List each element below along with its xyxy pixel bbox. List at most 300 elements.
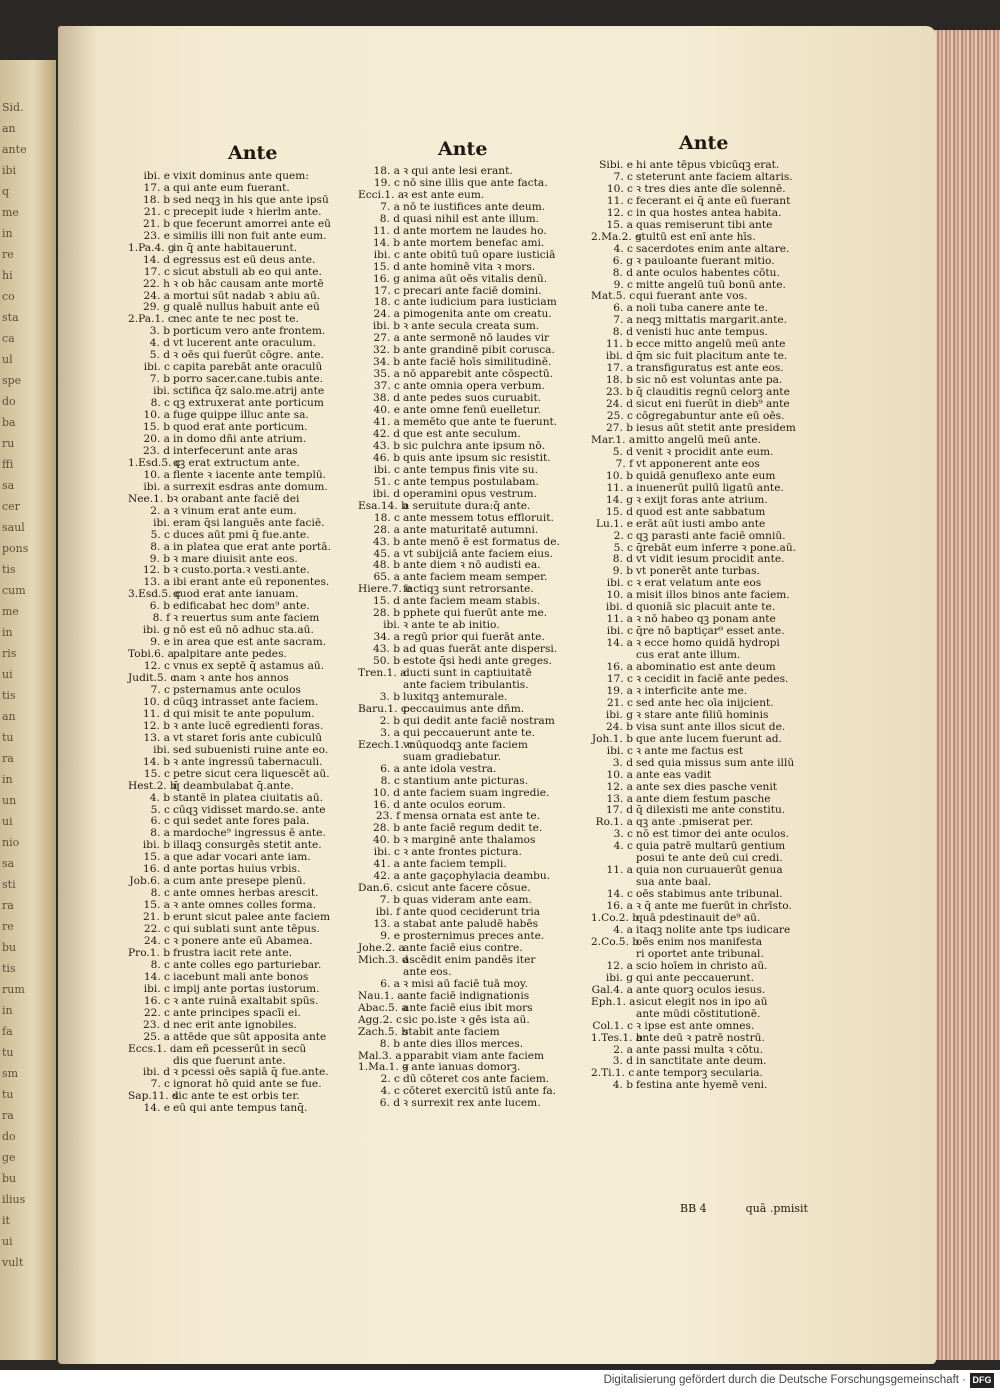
entry-reference: 8. d <box>612 326 633 339</box>
left-page-fragment: ui <box>2 1235 13 1248</box>
entry-reference: 22. h <box>142 277 170 290</box>
entry-reference: 51. c <box>373 475 400 488</box>
entry-text: noli tuba canere ante te. <box>636 302 768 315</box>
concordance-entry <box>128 721 331 733</box>
entry-text: petre sicut cera liquescēt aū. <box>173 767 330 780</box>
entry-reference: Joh.1. b <box>591 732 633 745</box>
entry-reference: Zach.5. b <box>358 1025 409 1038</box>
entry-reference: 15. d <box>373 260 400 273</box>
entry-reference: Lu.1. e <box>596 517 633 530</box>
entry-text: quis ante ipsum sic resistit. <box>403 451 551 464</box>
entry-reference: 14. e <box>143 1102 170 1115</box>
entry-text: in sanctitate ante deum. <box>636 1055 767 1068</box>
entry-reference: 9. e <box>380 930 400 942</box>
concordance-entry <box>591 746 796 758</box>
entry-text: surrexit esdras ante domum. <box>173 480 328 493</box>
entry-reference: Esa.14. b <box>358 499 408 512</box>
concordance-entry <box>591 1021 796 1033</box>
concordance-entry <box>128 470 331 482</box>
entry-text: peccauimus ante dñm. <box>403 702 525 715</box>
entry-text: precari ante faciē domini. <box>403 284 542 297</box>
entry-reference: ibi. d <box>372 487 400 500</box>
entry-text: cum ante presepe plenū. <box>173 875 306 888</box>
entry-reference: Ecci.1. a <box>358 188 405 201</box>
entry-reference: ibi. c <box>606 744 633 757</box>
entry-reference: ibi. c <box>373 248 400 261</box>
entry-text: ante idola vestra. <box>403 762 497 775</box>
concordance-entry <box>591 459 796 471</box>
entry-reference: 1.Co.2. b <box>591 912 640 925</box>
left-page-fragment: cer <box>2 500 20 513</box>
entry-text: qꝫ extruxerat ante porticum <box>173 397 324 410</box>
left-page-fragment: sti <box>2 878 16 891</box>
entry-text: ante obitū tuū opare iusticiā <box>403 248 556 261</box>
entry-reference: 15. a <box>606 218 633 231</box>
entry-reference: 29. g <box>143 301 170 314</box>
entry-text: ꝛ marginē ante thalamos <box>403 834 536 847</box>
concordance-entry <box>128 518 331 530</box>
left-page-fragment: ante <box>2 143 27 156</box>
entry-reference: 6. a <box>380 762 400 775</box>
entry-reference: 12. c <box>143 660 170 673</box>
left-page-fragment: co <box>2 290 15 303</box>
entry-reference: 14. b <box>143 755 170 768</box>
concordance-entry <box>358 955 560 967</box>
entry-reference: 19. a <box>606 684 633 697</box>
concordance-entry <box>591 722 796 734</box>
left-page-fragment: re <box>2 248 14 261</box>
entry-reference: 24. d <box>606 398 633 411</box>
entry-text: sed quia missus sum ante illū <box>636 756 795 769</box>
entry-text: qui misit te ante populum. <box>173 707 315 720</box>
entry-reference: Col.1. c <box>592 1019 633 1032</box>
entry-reference: 12. a <box>606 959 633 972</box>
entry-reference: ibi. d <box>142 1066 170 1079</box>
concordance-entry <box>358 991 560 1003</box>
entry-reference: 28. b <box>373 607 400 620</box>
entry-reference: Agg.2. c <box>358 1013 402 1026</box>
entry-reference: 21. b <box>143 217 170 230</box>
entry-reference: 27. b <box>606 421 633 434</box>
footer-bar <box>0 1370 1000 1392</box>
entry-reference: Mar.1. a <box>591 433 636 446</box>
entry-text: ante oculos eorum. <box>403 798 506 811</box>
entry-text: dis que fuerunt ante. <box>173 1054 286 1067</box>
left-page-fragment: in <box>2 1004 13 1017</box>
entry-text: suam gradiebatur. <box>403 750 502 763</box>
entry-reference: 3. b <box>149 325 170 338</box>
column-1-headword: Ante <box>228 142 278 164</box>
concordance-entry <box>128 243 331 255</box>
concordance-entry <box>591 770 796 782</box>
entry-text: ꝛ ante ianuas domorꝫ. <box>403 1061 521 1074</box>
entry-text: oēs enim nos manifesta <box>636 935 763 948</box>
entry-text: ante maturitatē autumni. <box>403 523 539 536</box>
entry-reference: 48. b <box>373 559 400 572</box>
entry-text: posui te ante deū cui credi. <box>636 852 783 865</box>
entry-text: eū qui ante tempus tanq̄. <box>173 1102 308 1115</box>
entry-text: illaqꝫ consurgēs stetit ante. <box>173 839 322 852</box>
concordance-entry <box>128 267 331 279</box>
concordance-entry <box>358 776 560 788</box>
catchword: quā .pmisit <box>745 1202 808 1215</box>
concordance-entry <box>358 250 560 262</box>
concordance-entry <box>358 740 560 752</box>
entry-reference: Eccs.1. c <box>128 1042 176 1055</box>
entry-text: que est ante seculum. <box>403 427 521 440</box>
entry-text: palpitare ante pedes. <box>173 648 287 661</box>
entry-reference: 3. a <box>380 726 400 739</box>
entry-reference: 1.Esd.5. c <box>128 456 181 469</box>
entry-reference: 9. e <box>150 636 170 649</box>
entry-reference: 16. c <box>143 994 170 1007</box>
entry-text: pphete qui fuerūt ante me. <box>403 607 548 620</box>
entry-reference: 8. c <box>150 958 170 971</box>
entry-text: ꝛ exijt foras ante atrium. <box>636 493 768 506</box>
entry-reference: Judit.5. c <box>128 672 177 685</box>
entry-reference: ibi. <box>153 743 170 756</box>
left-page-fragment: in <box>2 773 13 786</box>
entry-text: memēto que ante te fuerunt. <box>403 416 558 429</box>
concordance-entry <box>128 506 331 518</box>
entry-reference: Abac.5. a <box>358 1001 408 1014</box>
entry-text: qui peccauerunt ante te. <box>403 726 535 739</box>
entry-text: oēs stabimus ante tribunal. <box>636 888 783 901</box>
entry-text: vt vidit iesum procidit ante. <box>636 553 785 566</box>
entry-reference: 9. b <box>612 565 633 578</box>
entry-reference: 4. c <box>613 840 633 853</box>
entry-reference: 7. b <box>379 894 400 907</box>
entry-reference: 18. c <box>373 511 400 524</box>
concordance-entry <box>128 482 331 494</box>
entry-reference: Johe.2. a <box>358 941 405 954</box>
entry-reference: ibi. d <box>605 350 633 363</box>
entry-reference: 42. d <box>373 427 400 440</box>
entry-reference: 34. b <box>373 356 400 369</box>
entry-text: ante hominē vita ꝛ mors. <box>403 260 536 273</box>
entry-reference: 14. c <box>606 888 633 901</box>
entry-text: ꝛ qui ante lesi erant. <box>403 165 513 177</box>
entry-reference: 42. a <box>373 870 400 883</box>
entry-reference: 14. c <box>143 970 170 983</box>
entry-text: quia patrē multarū gentium <box>636 840 786 853</box>
left-page-fragment: nio <box>2 836 20 849</box>
entry-reference: 2.Co.5. b <box>591 935 640 948</box>
entry-text: qui dedit ante faciē nostram <box>403 714 555 727</box>
entry-reference: 4. b <box>612 1079 633 1092</box>
entry-text: ꝛ ipse est ante omnes. <box>636 1019 755 1032</box>
entry-reference: 18. c <box>373 296 400 309</box>
entry-reference: 16. a <box>606 661 633 674</box>
entry-reference: 21. c <box>143 205 170 218</box>
entry-text: in domo dñi ante atrium. <box>173 432 307 445</box>
entry-text: precepit iude ꝛ hierlm ante. <box>173 205 322 218</box>
entry-reference: 11. a <box>606 613 633 626</box>
entry-reference: 22. c <box>143 1006 170 1019</box>
entry-reference: Sap.11. d <box>128 1090 179 1103</box>
entry-reference: 8. b <box>379 1037 400 1050</box>
entry-reference: Ezech.1. c <box>358 738 414 751</box>
entry-text: sctifica q̄z salo.me.atrij ante <box>173 385 325 398</box>
entry-text: quod erat ante ianuam. <box>173 588 299 601</box>
concordance-entry <box>358 752 560 764</box>
entry-reference: 14. b <box>373 236 400 249</box>
entry-text: ascēdit enim pandēs iter <box>403 953 536 966</box>
entry-text: ante faciem suam ingredie. <box>403 786 550 799</box>
entry-text: quas videram ante eam. <box>403 894 532 907</box>
entry-text: duces aūt pmi q̄ fue.ante. <box>173 528 310 541</box>
entry-reference: 21. b <box>143 911 170 924</box>
entry-reference: 2. c <box>380 1073 400 1086</box>
concordance-entry <box>591 256 796 268</box>
entry-text: qui sedet ante fores pala. <box>173 815 310 828</box>
entry-text: ꝛ pauloante fuerant mitio. <box>636 254 775 267</box>
entry-text: psternamus ante oculos <box>173 683 301 696</box>
entry-text: nec erit ante ignobiles. <box>173 1018 297 1031</box>
entry-reference: 5. c <box>150 803 170 816</box>
entry-text: ꝛ q̄ ante me fuerūt in chrīsto. <box>636 900 792 913</box>
entry-reference: Mich.3. d <box>358 953 409 966</box>
concordance-entry <box>591 495 796 507</box>
left-page-fragment: ibi <box>2 164 17 177</box>
entry-text: qꝫ parasti ante faciē omniū. <box>636 529 786 542</box>
concordance-entry <box>128 733 331 745</box>
entry-reference: ibi. <box>383 619 400 632</box>
left-page-fragment: ru <box>2 437 15 450</box>
entry-text: vt lucerent ante oraculum. <box>173 337 316 350</box>
entry-text: mitto angelū meū ante. <box>636 433 761 446</box>
concordance-entry <box>591 973 796 985</box>
entry-text: quidā genuflexo ante eum <box>636 469 776 482</box>
entry-text: luxitqꝫ antemurale. <box>403 690 508 703</box>
entry-text: edificabat hec dom⁹ ante. <box>173 600 310 613</box>
entry-reference: 10. d <box>143 695 170 708</box>
concordance-entry <box>358 728 560 740</box>
entry-text: ꝛ ante secula creata sum. <box>403 320 540 333</box>
entry-reference <box>591 1009 636 1021</box>
column-3-headword: Ante <box>679 132 729 154</box>
entry-reference: 50. b <box>373 655 400 668</box>
entry-text: ꝛ surrexit rex ante lucem. <box>403 1097 541 1110</box>
entry-text: ante deū ꝛ patrē nostrū. <box>636 1031 765 1044</box>
entry-reference: 13. a <box>143 576 170 589</box>
book-page <box>58 26 936 1364</box>
concordance-entry <box>591 1033 796 1045</box>
entry-reference: 8. d <box>379 212 400 225</box>
entry-reference: 6. g <box>612 254 633 267</box>
entry-reference: 11. a <box>606 864 633 877</box>
entry-reference: ibi. e <box>143 170 170 182</box>
entry-text: festina ante hyemē veni. <box>636 1079 768 1092</box>
left-page-fragment: tis <box>2 962 16 975</box>
entry-text: iacebunt mali ante bonos <box>173 970 309 983</box>
entry-text: ante pedes suos curuabit. <box>403 392 542 405</box>
entry-reference: Eph.1. a <box>591 995 636 1008</box>
entry-reference: Nee.1. b <box>128 492 174 505</box>
entry-text: eram q̄si languēs ante faciē. <box>173 516 325 529</box>
entry-reference: ibi. c <box>143 361 170 374</box>
entry-text: quia non curuauerūt genua <box>636 864 783 877</box>
entry-text: qualē nullus habuit ante eū <box>173 301 320 314</box>
entry-text: in q̄ ante habitauerunt. <box>173 241 298 254</box>
entry-reference: 8. d <box>612 553 633 566</box>
entry-text: ri oportet ante tribunal. <box>636 947 764 960</box>
entry-text: ꝛ custo.porta.ꝛ vesti.ante. <box>173 564 310 577</box>
entry-reference: 10. a <box>606 768 633 781</box>
entry-text: ꝛ nō habeo qꝫ ponam ante <box>636 613 776 626</box>
entry-reference: 4. c <box>380 1085 400 1098</box>
entry-text: ꝛ ecce homo quidā hydropi <box>636 637 780 650</box>
concordance-entry <box>128 793 331 805</box>
entry-text: flente ꝛ iacente ante templū. <box>173 468 327 481</box>
entry-text: cōgregabuntur ante eū oēs. <box>636 410 785 423</box>
entry-text: ducti sunt in captiuitatē <box>403 667 532 680</box>
left-page-fragment: pons <box>2 542 29 555</box>
concordance-entry <box>358 716 560 728</box>
entry-text: ꝛ reuertus sum ante faciem <box>173 612 320 625</box>
entry-reference: 32. b <box>373 344 400 357</box>
entry-text: ꝛ oēs qui fuerūt cōgre. ante. <box>173 349 324 362</box>
entry-text: a seruitute dura:q̄ ante. <box>403 499 531 512</box>
entry-text: ante faciē eius ibit mors <box>403 1001 533 1014</box>
entry-text: ibi erant ante eū reponentes. <box>173 576 330 589</box>
entry-text: ante mūdi cōstitutionē. <box>636 1007 761 1020</box>
entry-reference: 12. b <box>143 564 170 577</box>
entry-reference: 10. a <box>143 468 170 481</box>
entry-reference: 43. b <box>373 643 400 656</box>
entry-reference: 23. b <box>606 386 633 399</box>
left-page-fragment: bu <box>2 1172 17 1185</box>
concordance-entry <box>591 220 796 232</box>
entry-text: ꝛ vinum erat ante eum. <box>173 504 297 517</box>
entry-text: quod est ante sabbatum <box>636 505 766 518</box>
concordance-entry <box>358 477 560 489</box>
entry-text: sed subuenisti ruine ante eo. <box>173 743 329 756</box>
concordance-entry <box>591 1009 796 1021</box>
entry-reference: 10. a <box>143 409 170 422</box>
entry-text: interfecerunt ante aras <box>173 444 298 457</box>
entry-reference: Gal.4. a <box>591 983 633 996</box>
concordance-entry <box>591 985 796 997</box>
entry-reference: 11. b <box>606 338 633 351</box>
entry-reference: 2. c <box>613 529 633 542</box>
entry-reference: 17. d <box>606 804 633 817</box>
left-page-fragment: ui <box>2 815 13 828</box>
column-1 <box>128 171 331 1115</box>
entry-text: q̄ dilexisti me ante constitu. <box>636 804 786 817</box>
entry-text: sicut eni fuerūt in dieb⁹ ante <box>636 398 790 411</box>
entry-reference: 17. a <box>606 362 633 375</box>
entry-reference: 45. a <box>373 547 400 560</box>
entry-text: scio hoīem in christo aū. <box>636 959 768 972</box>
entry-text: q̄ deambulabat q̄.ante. <box>173 779 294 792</box>
entry-reference: 17. c <box>373 284 400 297</box>
entry-reference: ibi. f <box>375 906 400 919</box>
entry-text: factiqꝫ sunt retrorsante. <box>403 583 534 596</box>
entry-text: ꝛ cecidit in faciē ante pedes. <box>636 672 789 685</box>
entry-reference: 11. d <box>143 707 170 720</box>
concordance-entry <box>128 279 331 291</box>
entry-reference: 24. b <box>606 720 633 733</box>
entry-text: sed neqꝫ in his que ante ipsū <box>173 193 329 206</box>
concordance-entry <box>358 525 560 537</box>
left-page-fragment: ul <box>2 353 13 366</box>
entry-reference: 25. c <box>606 410 633 423</box>
entry-text: ꝛ pcessi oēs sapiā q̄ fue.ante. <box>173 1066 329 1079</box>
entry-text: ante grandinē pibit corusca. <box>403 344 555 357</box>
entry-reference: 21. c <box>606 696 633 709</box>
entry-text: regū prior qui fuerāt ante. <box>403 631 545 644</box>
entry-text: ꝛ orabant ante faciē dei <box>173 492 300 505</box>
entry-reference: 34. a <box>373 631 400 644</box>
entry-text: neqꝫ mittatis margarit.ante. <box>636 314 787 327</box>
concordance-entry <box>358 1027 560 1039</box>
entry-text: sic nō est voluntas ante pa. <box>636 374 783 387</box>
concordance-entry <box>358 214 560 226</box>
entry-reference: 4. c <box>613 242 633 255</box>
left-page-fragment: it <box>2 1214 10 1227</box>
entry-reference: 10. d <box>373 786 400 799</box>
entry-text: sacerdotes enim ante altare. <box>636 242 790 255</box>
left-page-fragment: bu <box>2 941 17 954</box>
entry-reference: Sibi. e <box>599 159 633 171</box>
entry-reference: 2. b <box>379 714 400 727</box>
entry-reference: 16. a <box>606 900 633 913</box>
left-page-fragment: tis <box>2 563 16 576</box>
entry-text: qui ante eum fuerant. <box>173 181 290 194</box>
entry-reference: 18. b <box>606 374 633 387</box>
concordance-entry <box>128 1032 331 1044</box>
signature-line <box>680 1202 808 1215</box>
entry-text: sicut abstuli ab eo qui ante. <box>173 265 322 278</box>
left-page-fragment: Sid. <box>2 101 24 114</box>
entry-reference: 8. c <box>380 774 400 787</box>
entry-text: sic pulchra ante ipsum nō. <box>403 439 546 452</box>
entry-text: que ante lucem fuerunt ad. <box>636 732 782 745</box>
entry-text: qui fuerant ante vos. <box>636 290 748 303</box>
entry-text: ante portas huius vrbis. <box>173 863 301 876</box>
entry-text: quasi nihil est ante illum. <box>403 212 540 225</box>
entry-text: cus erat ante illum. <box>636 649 741 662</box>
entry-text: mitte angelū tuū bonū ante. <box>636 278 786 291</box>
left-page-fragment: ca <box>2 332 15 345</box>
left-page-fragment: an <box>2 710 16 723</box>
entry-text: ꝛ interficite ante me. <box>636 684 748 697</box>
left-page-fragment: tis <box>2 689 16 702</box>
left-page-edge <box>0 60 56 1360</box>
signature-mark: BB 4 <box>680 1202 707 1215</box>
entry-reference: 8. a <box>150 540 170 553</box>
entry-text: quoniā sic placuit ante te. <box>636 601 776 614</box>
entry-text: nō est timor dei ante oculos. <box>636 828 789 841</box>
entry-reference: 15. a <box>143 851 170 864</box>
entry-reference: 8. c <box>150 887 170 900</box>
entry-reference: 2. a <box>613 1043 633 1056</box>
entry-reference: 3. c <box>613 828 633 841</box>
concordance-entry <box>358 764 560 776</box>
entry-reference: 3. d <box>612 1055 633 1068</box>
concordance-entry <box>591 208 796 220</box>
entry-reference: 6. a <box>380 977 400 990</box>
entry-text: porticum vero ante frontem. <box>173 325 326 338</box>
entry-text: ante principes spacīi ei. <box>173 1006 301 1019</box>
entry-reference: ibi. c <box>606 577 633 590</box>
concordance-entry <box>591 471 796 483</box>
entry-text: ꝛ ante ingressū tabernaculi. <box>173 755 323 768</box>
entry-reference: 7. a <box>380 200 400 213</box>
entry-reference: ibi. d <box>605 601 633 614</box>
entry-text: in platea que erat ante portā. <box>173 540 331 553</box>
